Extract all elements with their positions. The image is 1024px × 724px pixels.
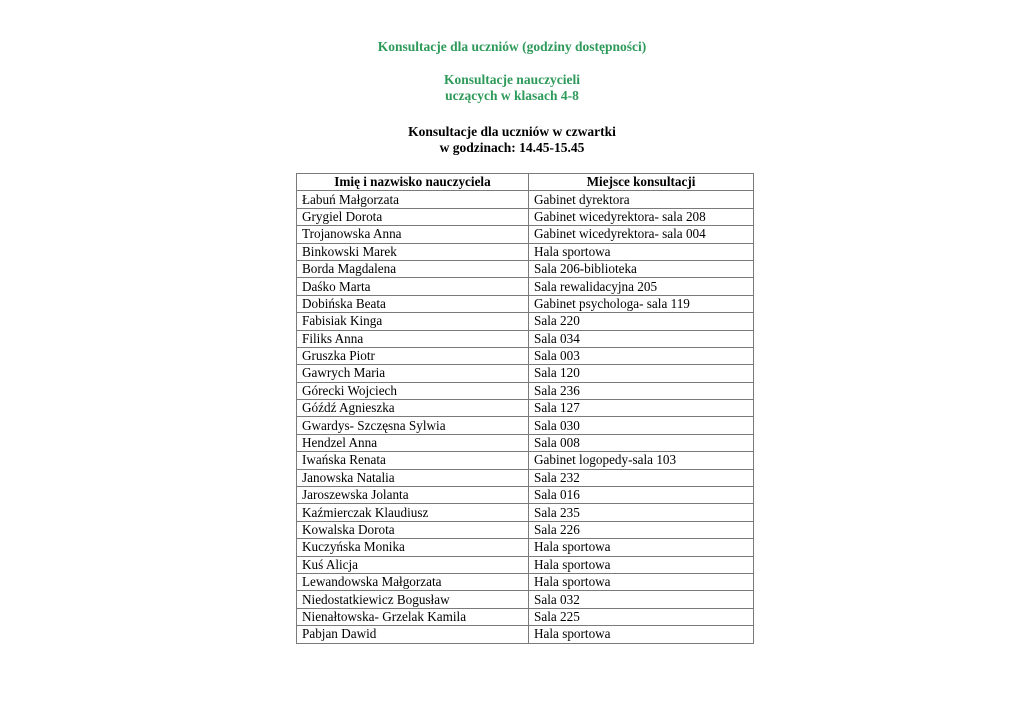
teacher-name-cell: Gwardys- Szczęsna Sylwia <box>297 417 529 434</box>
location-cell: Gabinet dyrektora <box>529 191 754 208</box>
location-cell: Hala sportowa <box>529 556 754 573</box>
location-cell: Sala 232 <box>529 469 754 486</box>
teacher-name-cell: Borda Magdalena <box>297 260 529 277</box>
column-header-teacher: Imię i nazwisko nauczyciela <box>297 174 529 191</box>
table-row <box>297 556 754 573</box>
table-row <box>297 400 754 417</box>
table-row <box>297 191 754 208</box>
location-cell: Sala 127 <box>529 400 754 417</box>
location-cell: Sala 120 <box>529 365 754 382</box>
location-cell: Sala rewalidacyjna 205 <box>529 278 754 295</box>
location-cell: Sala 032 <box>529 591 754 608</box>
teacher-name-cell: Kowalska Dorota <box>297 521 529 538</box>
teacher-name-cell: Gruszka Piotr <box>297 347 529 364</box>
location-cell: Hala sportowa <box>529 573 754 590</box>
location-cell: Sala 236 <box>529 382 754 399</box>
table-row <box>297 608 754 625</box>
teacher-name-cell: Jaroszewska Jolanta <box>297 487 529 504</box>
teacher-name-cell: Kaźmierczak Klaudiusz <box>297 504 529 521</box>
location-cell: Sala 003 <box>529 347 754 364</box>
table-row <box>297 591 754 608</box>
consultation-table <box>296 173 754 644</box>
table-row <box>297 573 754 590</box>
teacher-name-cell: Górecki Wojciech <box>297 382 529 399</box>
location-cell: Hala sportowa <box>529 539 754 556</box>
table-row <box>297 278 754 295</box>
teacher-name-cell: Hendzel Anna <box>297 434 529 451</box>
location-cell: Gabinet wicedyrektora- sala 208 <box>529 208 754 225</box>
teacher-name-cell: Pabjan Dawid <box>297 626 529 643</box>
location-cell: Sala 225 <box>529 608 754 625</box>
location-cell: Gabinet wicedyrektora- sala 004 <box>529 226 754 243</box>
table-body <box>297 191 754 643</box>
table-row <box>297 313 754 330</box>
location-cell: Gabinet psychologa- sala 119 <box>529 295 754 312</box>
location-cell: Sala 008 <box>529 434 754 451</box>
subtitle-line-2: uczących w klasach 4-8 <box>445 88 579 103</box>
teacher-name-cell: Kuczyńska Monika <box>297 539 529 556</box>
location-cell: Sala 206-biblioteka <box>529 260 754 277</box>
table-header-row <box>297 174 754 191</box>
table-row <box>297 452 754 469</box>
subtitle-line-1: Konsultacje nauczycieli <box>443 72 581 87</box>
teacher-name-cell: Góźdź Agnieszka <box>297 400 529 417</box>
teacher-name-cell: Nienałtowska- Grzelak Kamila <box>297 608 529 625</box>
location-cell: Sala 016 <box>529 487 754 504</box>
location-cell: Sala 220 <box>529 313 754 330</box>
location-cell: Hala sportowa <box>529 626 754 643</box>
table-row <box>297 260 754 277</box>
location-cell: Sala 034 <box>529 330 754 347</box>
teacher-name-cell: Trojanowska Anna <box>297 226 529 243</box>
table-row <box>297 469 754 486</box>
table-row <box>297 626 754 643</box>
table-row <box>297 365 754 382</box>
table-row <box>297 330 754 347</box>
table-row <box>297 417 754 434</box>
location-cell: Sala 226 <box>529 521 754 538</box>
teacher-name-cell: Lewandowska Małgorzata <box>297 573 529 590</box>
location-cell: Gabinet logopedy-sala 103 <box>529 452 754 469</box>
table-row <box>297 243 754 260</box>
teacher-name-cell: Niedostatkiewicz Bogusław <box>297 591 529 608</box>
teacher-name-cell: Fabisiak Kinga <box>297 313 529 330</box>
table-row <box>297 487 754 504</box>
schedule-hours: w godzinach: 14.45-15.45 <box>439 140 585 155</box>
table-row <box>297 347 754 364</box>
teacher-name-cell: Gawrych Maria <box>297 365 529 382</box>
table-row <box>297 226 754 243</box>
teacher-name-cell: Filiks Anna <box>297 330 529 347</box>
teacher-name-cell: Iwańska Renata <box>297 452 529 469</box>
table-row <box>297 539 754 556</box>
document-title: Konsultacje dla uczniów (godziny dostępności) <box>377 39 647 54</box>
teacher-name-cell: Kuś Alicja <box>297 556 529 573</box>
teacher-name-cell: Dobińska Beata <box>297 295 529 312</box>
location-cell: Hala sportowa <box>529 243 754 260</box>
table-row <box>297 382 754 399</box>
teacher-name-cell: Janowska Natalia <box>297 469 529 486</box>
column-header-location: Miejsce konsultacji <box>529 174 754 191</box>
teacher-name-cell: Łabuń Małgorzata <box>297 191 529 208</box>
table-row <box>297 208 754 225</box>
teacher-name-cell: Binkowski Marek <box>297 243 529 260</box>
teacher-name-cell: Daśko Marta <box>297 278 529 295</box>
schedule-heading: Konsultacje dla uczniów w czwartki <box>408 124 616 139</box>
table-row <box>297 521 754 538</box>
table-row <box>297 295 754 312</box>
table-row <box>297 434 754 451</box>
location-cell: Sala 235 <box>529 504 754 521</box>
teacher-name-cell: Grygiel Dorota <box>297 208 529 225</box>
location-cell: Sala 030 <box>529 417 754 434</box>
table-row <box>297 504 754 521</box>
